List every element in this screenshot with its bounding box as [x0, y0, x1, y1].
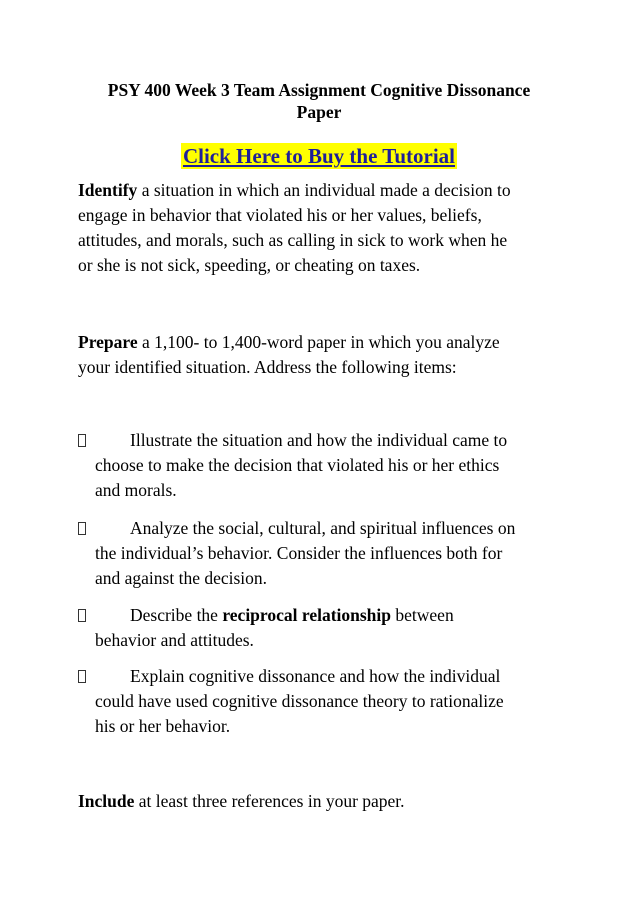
- bullet-box-icon: [78, 434, 86, 447]
- identify-lead: Identify: [78, 180, 138, 200]
- tutorial-link-container: [0, 143, 638, 169]
- title-line-2: Paper: [296, 102, 342, 122]
- prepare-paragraph: Prepare a 1,100- to 1,400-word paper in which you analyze your identified situation. Address the following items:: [78, 332, 500, 377]
- bullet-box-icon: [78, 670, 86, 683]
- bullet-box-icon: [78, 609, 86, 622]
- prepare-lead: Prepare: [78, 332, 138, 352]
- list-item: Analyze the social, cultural, and spiritual influences on the individual’s behavior. Consider the influences both for and against the decision.: [78, 516, 578, 591]
- reciprocal-relationship-emphasis: reciprocal relationship: [222, 605, 392, 625]
- list-item: Describe the reciprocal relationship between behavior and attitudes.: [78, 603, 578, 653]
- list-item: Explain cognitive dissonance and how the individual could have used cognitive dissonance theory to rationalize his or her behavior.: [78, 664, 578, 739]
- include-paragraph: Include at least three references in your paper.: [78, 791, 405, 811]
- document-title: [70, 79, 568, 123]
- buy-tutorial-link[interactable]: Click Here to Buy the Tutorial: [182, 144, 456, 168]
- title-line-1: PSY 400 Week 3 Team Assignment Cognitive Dissonance: [107, 80, 531, 100]
- include-lead: Include: [78, 791, 135, 811]
- bullet-box-icon: [78, 522, 86, 535]
- list-item: Illustrate the situation and how the individual came to choose to make the decision that violated his or her ethics and morals.: [78, 428, 578, 503]
- identify-paragraph: Identify a situation in which an individual made a decision to engage in behavior that violated his or her values, beliefs, attitudes, and morals, such as calling in sick to work when he or she is not sick, speeding, or cheating on taxes.: [78, 180, 511, 275]
